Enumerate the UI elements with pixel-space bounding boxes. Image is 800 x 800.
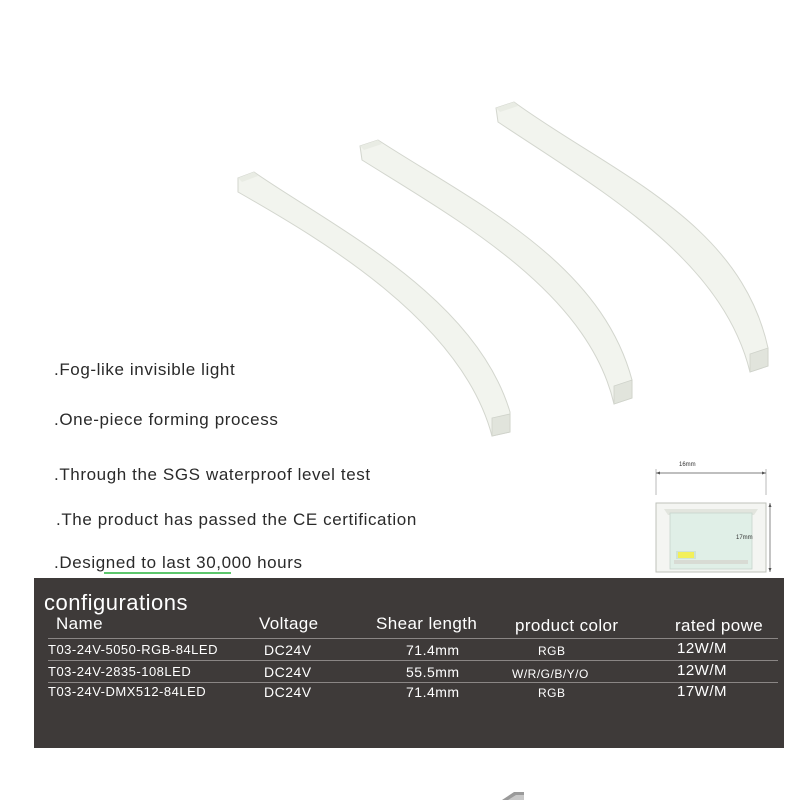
row-name: T03-24V-5050-RGB-84LED xyxy=(48,642,218,657)
feature-sgs-waterproof: .Through the SGS waterproof level test xyxy=(54,465,371,484)
table-divider xyxy=(48,660,778,661)
row-color: W/R/G/B/Y/O xyxy=(512,667,589,681)
row-name: T03-24V-2835-108LED xyxy=(48,664,192,679)
row-shear-length: 71.4mm xyxy=(406,684,460,700)
row-shear-length: 71.4mm xyxy=(406,642,460,658)
lifetime-underline xyxy=(209,572,231,574)
lifetime-underline xyxy=(104,572,216,574)
cross-section-diagram xyxy=(650,455,780,580)
width-dimension-label: 16mm xyxy=(679,462,696,468)
feature-ce-certification: .The product has passed the CE certification xyxy=(56,510,417,529)
row-shear-length: 55.5mm xyxy=(406,664,460,680)
row-color: RGB xyxy=(538,644,566,658)
table-row xyxy=(34,664,784,684)
header-shear-length: Shear length xyxy=(376,614,478,633)
header-rated-power: rated powe xyxy=(675,616,764,635)
row-voltage: DC24V xyxy=(264,664,312,680)
row-name: T03-24V-DMX512-84LED xyxy=(48,684,207,699)
row-color: RGB xyxy=(538,686,566,700)
row-voltage: DC24V xyxy=(264,684,312,700)
header-name: Name xyxy=(56,614,103,633)
table-divider xyxy=(48,638,778,639)
feature-lifetime: .Designed to last 30,000 hours xyxy=(54,553,303,572)
row-power: 12W/M xyxy=(677,640,728,657)
configurations-title: configurations xyxy=(44,590,188,615)
cross-section-drawing xyxy=(650,455,780,580)
header-product-color: product color xyxy=(515,616,619,635)
table-row xyxy=(34,684,784,704)
row-power: 12W/M xyxy=(677,662,728,679)
arrow-icon xyxy=(498,790,528,800)
configurations-panel xyxy=(34,578,784,748)
neon-bar-right xyxy=(496,102,768,372)
height-dimension-label: 17mm xyxy=(736,535,753,541)
feature-one-piece-forming: .One-piece forming process xyxy=(54,410,279,429)
row-voltage: DC24V xyxy=(264,642,312,658)
row-power: 17W/M xyxy=(677,683,728,700)
table-row xyxy=(34,642,784,662)
feature-fog-light: .Fog-like invisible light xyxy=(54,360,236,379)
table-divider xyxy=(48,682,778,683)
header-voltage: Voltage xyxy=(259,614,319,633)
